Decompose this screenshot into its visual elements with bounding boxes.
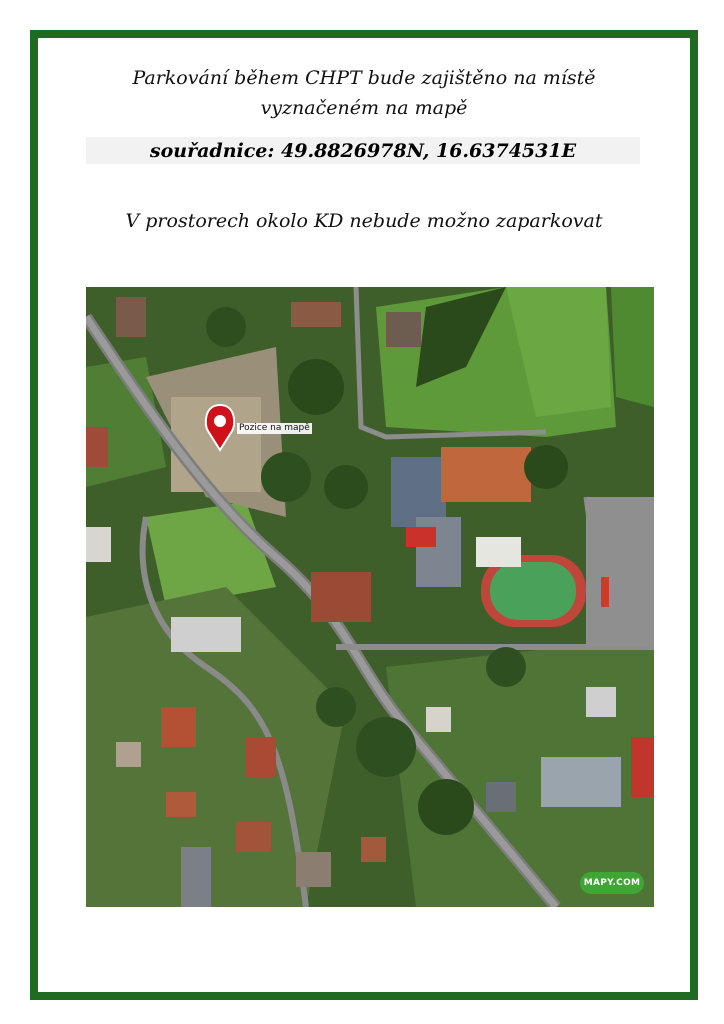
notice-text: V prostorech okolo KD nebude možno zaparkovat: [125, 210, 603, 232]
intro-text: Parkování během CHPT bude zajištěno na místě vyznačeném na mapě: [132, 67, 596, 119]
map-pin-label: Pozice na mapě: [239, 423, 310, 433]
coordinates-text: souřadnice: 49.8826978N, 16.6374531E: [149, 140, 577, 162]
mapy-attribution-badge[interactable]: MAPY.COM: [580, 872, 644, 894]
satellite-map[interactable]: [86, 287, 654, 907]
